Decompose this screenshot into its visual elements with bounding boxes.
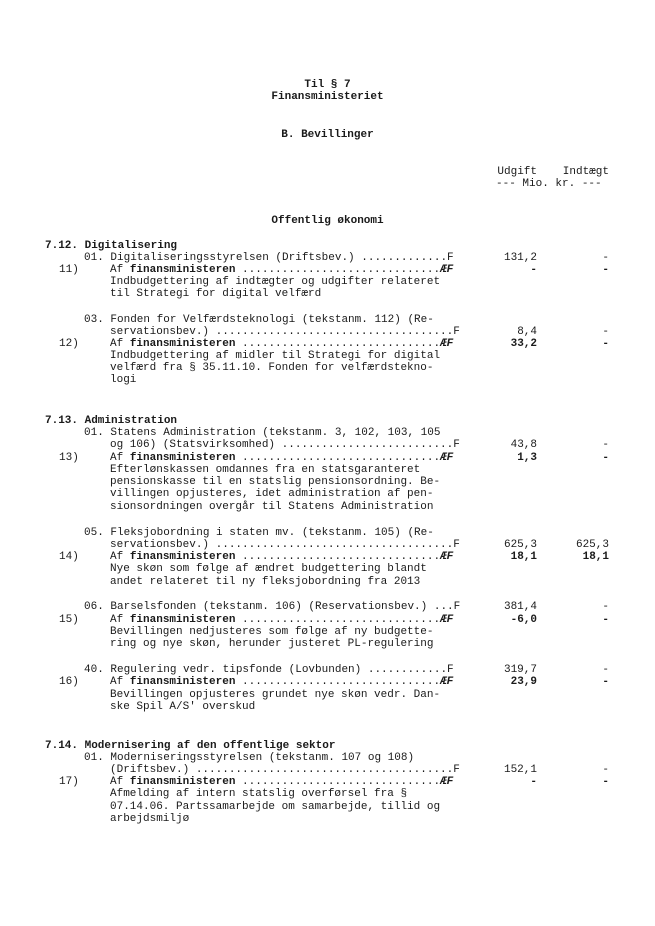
change-udgift: - (530, 264, 537, 276)
note-number: 11) (59, 264, 79, 276)
indtaegt-value: - (602, 664, 609, 676)
explanation-text: Efterlønskassen omdannes fra en statsgaranteret (110, 464, 421, 476)
change-line: Af finansministeren ..............................ÆF (110, 676, 454, 688)
explanation-text: villingen opjusteres, idet administration af pen- (110, 488, 434, 500)
page-title: Til § 7 (304, 79, 351, 91)
change-line: Af finansministeren ..............................ÆF (110, 551, 454, 563)
change-indtaegt: - (602, 614, 609, 626)
explanation-text: til Strategi for digital velfærd (110, 288, 322, 300)
change-line: Af finansministeren ..............................ÆF (110, 264, 454, 276)
change-indtaegt: - (602, 676, 609, 688)
explanation-text: logi (110, 374, 137, 386)
udgift-value: 8,4 (517, 326, 537, 338)
indtaegt-value: - (602, 764, 609, 776)
change-udgift: 23,9 (510, 676, 537, 688)
account-line: 06. Barselsfonden (tekstanm. 106) (Reservationsbev.) ...F (84, 601, 461, 613)
udgift-value: 152,1 (503, 764, 537, 776)
explanation-text: andet relateret til ny fleksjobordning fra 2013 (110, 576, 421, 588)
change-indtaegt: - (602, 452, 609, 464)
change-indtaegt: 18,1 (582, 551, 609, 563)
indtaegt-value: - (602, 439, 609, 451)
col-header-unit: --- Mio. kr. --- (496, 178, 602, 190)
change-indtaegt: - (602, 776, 609, 788)
explanation-text: 07.14.06. Partssamarbejde om samarbejde, tillid og (110, 801, 441, 813)
note-number: 14) (59, 551, 79, 563)
account-line: 01. Moderniseringsstyrelsen (tekstanm. 107 og 108) (84, 752, 415, 764)
change-udgift: -6,0 (510, 614, 537, 626)
area-title: Offentlig økonomi (271, 215, 384, 227)
explanation-text: Afmelding af intern statslig overførsel fra § (110, 788, 408, 800)
col-header-indtaegt: Indtægt (562, 166, 609, 178)
ministry-title: Finansministeriet (271, 91, 384, 103)
indtaegt-value: - (602, 326, 609, 338)
explanation-text: ring og nye skøn, herunder justeret PL-regulering (110, 638, 434, 650)
udgift-value: 625,3 (503, 539, 537, 551)
indtaegt-value: 625,3 (575, 539, 609, 551)
explanation-text: Bevillingen opjusteres grundet nye skøn vedr. Dan- (110, 689, 441, 701)
explanation-text: pensionskasse til en statslig pensionsordning. Be- (110, 476, 441, 488)
account-line: (Driftsbev.) .......................................F (110, 764, 460, 776)
udgift-value: 131,2 (503, 252, 537, 264)
change-line: Af finansministeren ..............................ÆF (110, 614, 454, 626)
udgift-value: 381,4 (503, 601, 537, 613)
account-line: 05. Fleksjobordning i staten mv. (tekstanm. 105) (Re- (84, 527, 434, 539)
note-number: 17) (59, 776, 79, 788)
explanation-text: Nye skøn som følge af ændret budgettering blandt (110, 563, 427, 575)
note-number: 15) (59, 614, 79, 626)
change-line: Af finansministeren ..............................ÆF (110, 776, 454, 788)
chapter-heading: 7.13. Administration (45, 415, 178, 427)
note-number: 13) (59, 452, 79, 464)
change-udgift: 1,3 (517, 452, 537, 464)
change-indtaegt: - (602, 264, 609, 276)
explanation-text: velfærd fra § 35.11.10. Fonden for velfærdstekno- (110, 362, 434, 374)
account-line: 01. Statens Administration (tekstanm. 3, 102, 103, 105 (84, 427, 441, 439)
account-line: 01. Digitaliseringsstyrelsen (Driftsbev.) .............F (84, 252, 454, 264)
explanation-text: Indbudgettering af indtægter og udgifter relateret (110, 276, 441, 288)
explanation-text: ske Spil A/S' overskud (110, 701, 256, 713)
account-line: servationsbev.) ....................................F (110, 539, 460, 551)
note-number: 12) (59, 338, 79, 350)
indtaegt-value: - (602, 601, 609, 613)
change-indtaegt: - (602, 338, 609, 350)
explanation-text: arbejdsmiljø (110, 813, 190, 825)
section-title: B. Bevillinger (281, 129, 374, 141)
note-number: 16) (59, 676, 79, 688)
explanation-text: Indbudgettering af midler til Strategi for digital (110, 350, 441, 362)
chapter-heading: 7.14. Modernisering af den offentlige sektor (45, 740, 336, 752)
account-line: 03. Fonden for Velfærdsteknologi (tekstanm. 112) (Re- (84, 314, 434, 326)
account-line: og 106) (Statsvirksomhed) ..........................F (110, 439, 460, 451)
explanation-text: Bevillingen nedjusteres som følge af ny budgette- (110, 626, 434, 638)
change-udgift: 18,1 (510, 551, 537, 563)
change-line: Af finansministeren ..............................ÆF (110, 338, 454, 350)
indtaegt-value: - (602, 252, 609, 264)
udgift-value: 43,8 (510, 439, 537, 451)
change-line: Af finansministeren ..............................ÆF (110, 452, 454, 464)
col-header-udgift: Udgift (497, 166, 537, 178)
account-line: 40. Regulering vedr. tipsfonde (Lovbunden) ............F (84, 664, 454, 676)
chapter-heading: 7.12. Digitalisering (45, 240, 178, 252)
account-line: servationsbev.) ....................................F (110, 326, 460, 338)
explanation-text: sionsordningen overgår til Statens Administration (110, 501, 434, 513)
change-udgift: 33,2 (510, 338, 537, 350)
change-udgift: - (530, 776, 537, 788)
udgift-value: 319,7 (503, 664, 537, 676)
